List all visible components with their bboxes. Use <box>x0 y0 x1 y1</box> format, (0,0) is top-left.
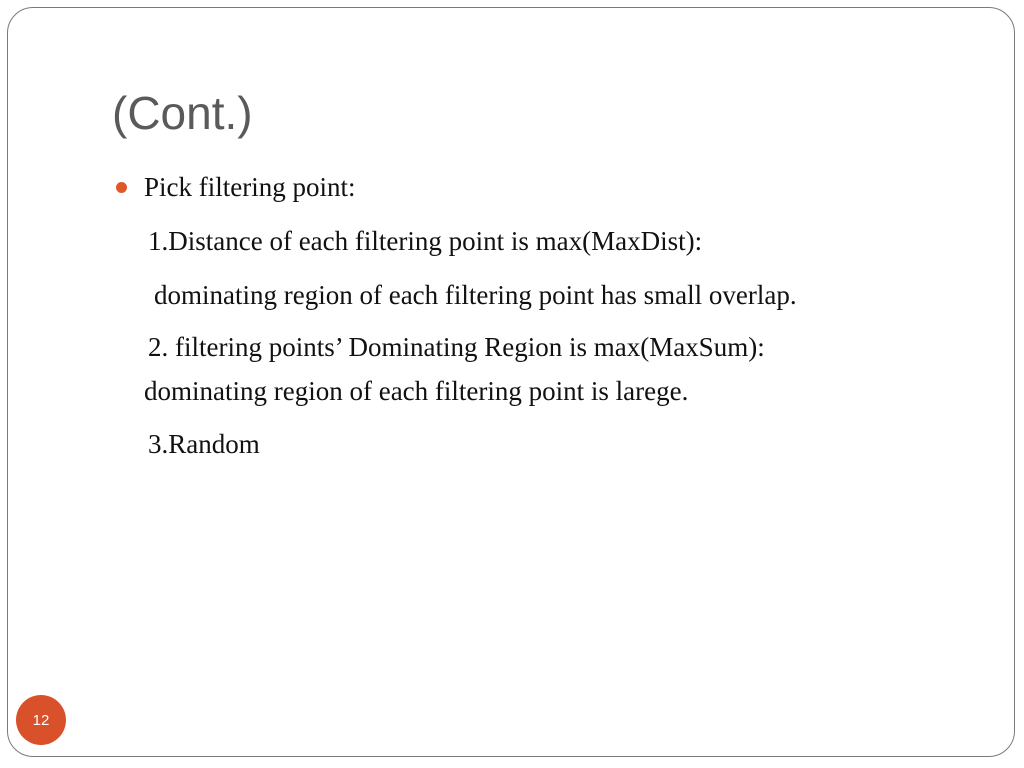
list-item-1-detail: dominating region of each filtering point has small overlap. <box>154 280 797 310</box>
page-number-badge: 12 <box>16 695 66 745</box>
bullet-text: Pick filtering point: <box>144 172 356 202</box>
slide-title: (Cont.) <box>112 87 253 139</box>
bullet-dot-icon <box>116 182 127 193</box>
list-item-1: 1.Distance of each filtering point is max(MaxDist): <box>148 226 703 256</box>
list-item-2: 2. filtering points’ Dominating Region is max(MaxSum): <box>148 332 765 362</box>
list-item-2-detail: dominating region of each filtering point is larege. <box>144 376 689 406</box>
list-item-3: 3.Random <box>148 429 260 459</box>
